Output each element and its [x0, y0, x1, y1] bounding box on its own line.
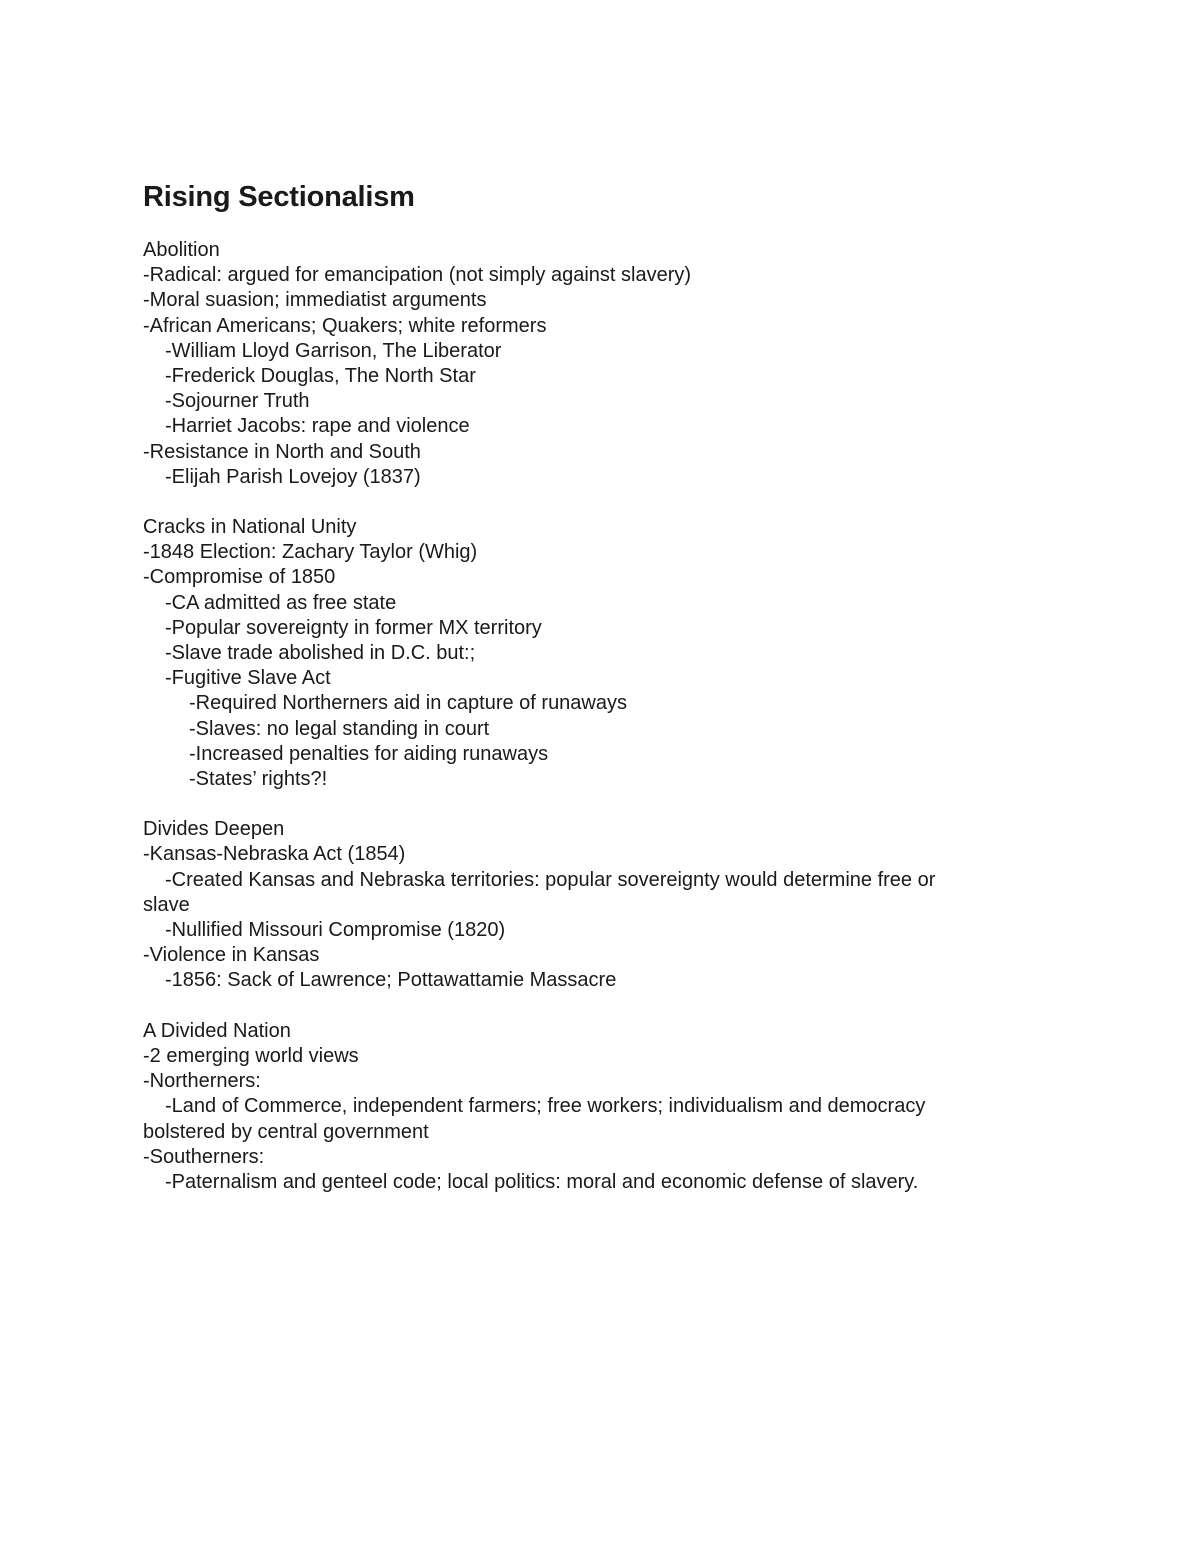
outline-item: -Northerners: [143, 1070, 261, 1093]
outline-item: -2 emerging world views [143, 1044, 359, 1067]
outline-item: -Nullified Missouri Compromise (1820) [165, 919, 506, 942]
outline-item: -William Lloyd Garrison, The Liberator [165, 339, 502, 362]
outline-item: -Frederick Douglas, The North Star [165, 365, 476, 388]
outline-item: -Fugitive Slave Act [165, 667, 331, 690]
outline-item: -Slave trade abolished in D.C. but:; [165, 642, 476, 665]
outline-item: -Violence in Kansas [143, 944, 320, 967]
section [143, 1019, 1043, 1195]
section-heading: Cracks in National Unity [143, 516, 357, 539]
outline-item: -Popular sovereignty in former MX territory [165, 616, 542, 639]
outline-item: -Moral suasion; immediatist arguments [143, 289, 487, 312]
outline-item: -Paternalism and genteel code; local politics: moral and economic defense of slavery. [165, 1170, 919, 1193]
outline-item: -Required Northerners aid in capture of runaways [189, 692, 627, 715]
document-title: Rising Sectionalism [143, 181, 415, 213]
section [143, 515, 1043, 792]
outline-item: -Increased penalties for aiding runaways [189, 742, 549, 765]
section [143, 817, 1043, 993]
document-body [143, 238, 1043, 1195]
outline-item-continuation: slave [143, 893, 190, 916]
outline-item: -Sojourner Truth [165, 390, 310, 413]
outline-item: -Kansas-Nebraska Act (1854) [143, 843, 406, 866]
outline-item: -Compromise of 1850 [143, 566, 336, 589]
outline-item: -Land of Commerce, independent farmers; free workers; individualism and democracy [165, 1095, 926, 1118]
outline-item: -Slaves: no legal standing in court [189, 717, 490, 740]
outline-item: -Elijah Parish Lovejoy (1837) [165, 465, 421, 488]
outline-item: -Radical: argued for emancipation (not simply against slavery) [143, 264, 692, 287]
document-page [143, 178, 1043, 1220]
outline-item: -Created Kansas and Nebraska territories: popular sovereignty would determine free or [165, 868, 936, 891]
outline-item: -1856: Sack of Lawrence; Pottawattamie Massacre [165, 969, 617, 992]
section [143, 238, 1043, 490]
outline-item: -Harriet Jacobs: rape and violence [165, 415, 470, 438]
outline-item: -CA admitted as free state [165, 591, 397, 614]
outline-item: -Southerners: [143, 1145, 265, 1168]
outline-item-continuation: bolstered by central government [143, 1120, 429, 1143]
outline-item: -Resistance in North and South [143, 440, 421, 463]
outline-item: -States’ rights?! [189, 768, 328, 791]
outline-item: -1848 Election: Zachary Taylor (Whig) [143, 541, 478, 564]
section-heading: Divides Deepen [143, 818, 285, 841]
section-heading: A Divided Nation [143, 1019, 291, 1042]
section-heading: Abolition [143, 239, 220, 261]
outline-item: -African Americans; Quakers; white reformers [143, 314, 547, 337]
